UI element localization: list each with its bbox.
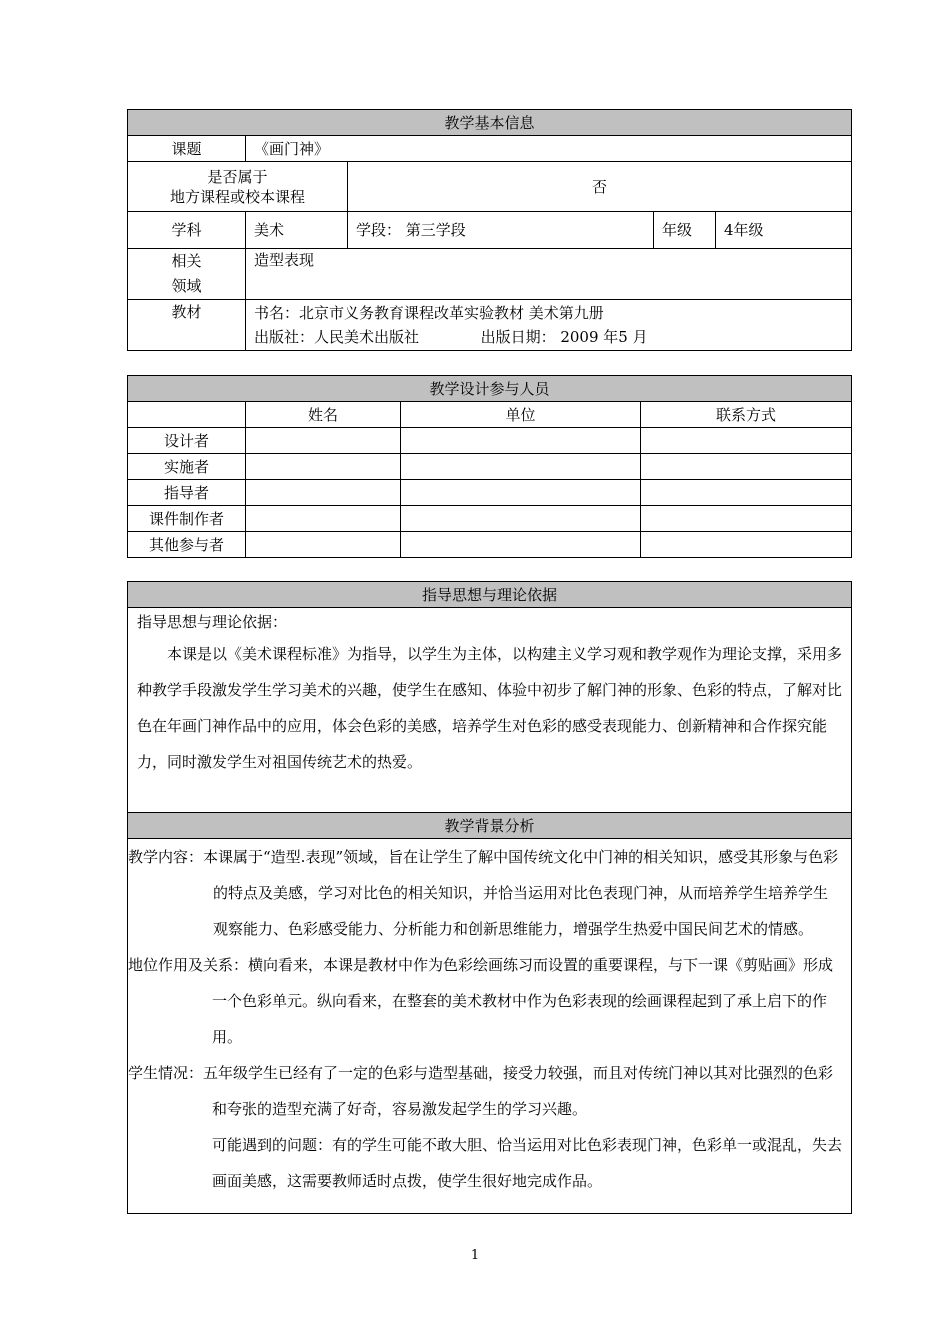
theory-label: 指导思想与理论依据：: [137, 613, 288, 631]
theory-cell: [128, 608, 852, 813]
table-row: [128, 428, 852, 454]
local-course-label: [128, 162, 348, 212]
background-cell: [128, 839, 852, 1214]
advisor-name: [246, 480, 401, 506]
participants-col-contact: 联系方式: [641, 402, 852, 428]
theory-body: 本课是以《美术课程标准》为指导，以学生为主体，以构建主义学习观和教学观作为理论支撑，采用多种教学手段激发学生学习美术的兴趣，使学生在感知、体验中初步了解门神的形象、色彩的特点，了解对比色在年画门神作品中的应用，体会色彩的美感，培养学生对色彩的感受表现能力、创新精神和合作探究能力，同时激发学生对祖国传统艺术的热爱。: [137, 645, 843, 771]
textbook-publisher: 出版社：人民美术出版社: [254, 328, 420, 346]
role-courseware-maker: 课件制作者: [128, 506, 246, 532]
implementer-contact: [641, 454, 852, 480]
participants-header: 教学设计参与人员: [128, 376, 852, 402]
textbook-publisher-line: [254, 325, 843, 349]
advisor-unit: [401, 480, 641, 506]
courseware-maker-contact: [641, 506, 852, 532]
participants-col-name: 姓名: [246, 402, 401, 428]
local-course-value: 否: [348, 162, 852, 212]
background-position: 地位作用及关系：横向看来，本课是教材中作为色彩绘画练习而设置的重要课程，与下一课《剪贴画》形成一个色彩单元。纵向看来，在整套的美术教材中作为色彩表现的绘画课程起到了承上启下的作用。: [128, 956, 834, 1046]
table-row: [128, 506, 852, 532]
table-row: [128, 454, 852, 480]
background-problems: 可能遇到的问题：有的学生可能不敢大胆、恰当运用对比色彩表现门神，色彩单一或混乱，失去画面美感，这需要教师适时点拨，使学生很好地完成作品。: [212, 1136, 843, 1190]
background-students: 学生情况：五年级学生已经有了一定的色彩与造型基础，接受力较强，而且对传统门神以其对比强烈的色彩和夸张的造型充满了好奇，容易激发起学生的学习兴趣。: [128, 1064, 834, 1118]
domain-label: [128, 249, 246, 300]
role-other: 其他参与者: [128, 532, 246, 558]
local-course-label-line2: 地方课程或校本课程: [169, 187, 305, 206]
implementer-name: [246, 454, 401, 480]
topic-value: 《画门神》: [246, 136, 852, 162]
subject-label: 学科: [128, 212, 246, 249]
textbook-value: [246, 300, 852, 351]
other-name: [246, 532, 401, 558]
stage-value: 第三学段: [405, 221, 466, 239]
page-number: 1: [470, 1248, 480, 1263]
grade-label: 年级: [654, 212, 716, 249]
theory-header: 指导思想与理论依据: [128, 582, 852, 608]
other-contact: [641, 532, 852, 558]
implementer-unit: [401, 454, 641, 480]
topic-label: 课题: [128, 136, 246, 162]
courseware-maker-name: [246, 506, 401, 532]
table-row: [128, 480, 852, 506]
subject-value: 美术: [246, 212, 348, 249]
advisor-contact: [641, 480, 852, 506]
background-header: 教学背景分析: [128, 813, 852, 839]
textbook-label: 教材: [128, 300, 246, 351]
domain-label-line2: 领域: [171, 277, 202, 295]
basic-info-header: 教学基本信息: [128, 110, 852, 136]
table-row: [128, 532, 852, 558]
theory-background-table: [127, 581, 852, 1214]
textbook-name: 书名：北京市义务教育课程改革实验教材 美术第九册: [254, 304, 604, 322]
local-course-label-line1: 是否属于: [207, 167, 268, 186]
role-designer: 设计者: [128, 428, 246, 454]
stage-cell: [348, 212, 654, 249]
participants-table: [127, 375, 852, 558]
designer-contact: [641, 428, 852, 454]
role-advisor: 指导者: [128, 480, 246, 506]
domain-value: 造型表现: [246, 249, 852, 300]
role-implementer: 实施者: [128, 454, 246, 480]
background-content: 教学内容：本课属于“造型.表现”领域，旨在让学生了解中国传统文化中门神的相关知识，感受其形象与色彩的特点及美感，学习对比色的相关知识，并恰当运用对比色表现门神，从而培养学生培养学生观察能力、色彩感受能力、分析能力和创新思维能力，增强学生热爱中国民间艺术的情感。: [128, 848, 839, 938]
basic-info-table: [127, 109, 852, 351]
participants-col-unit: 单位: [401, 402, 641, 428]
grade-value: 4年级: [716, 212, 852, 249]
other-unit: [401, 532, 641, 558]
textbook-pubdate: 出版日期： 2009 年5 月: [480, 328, 648, 346]
stage-label: 学段：: [356, 221, 402, 239]
courseware-maker-unit: [401, 506, 641, 532]
designer-unit: [401, 428, 641, 454]
designer-name: [246, 428, 401, 454]
domain-label-line1: 相关: [171, 252, 202, 270]
participants-col-empty: [128, 402, 246, 428]
